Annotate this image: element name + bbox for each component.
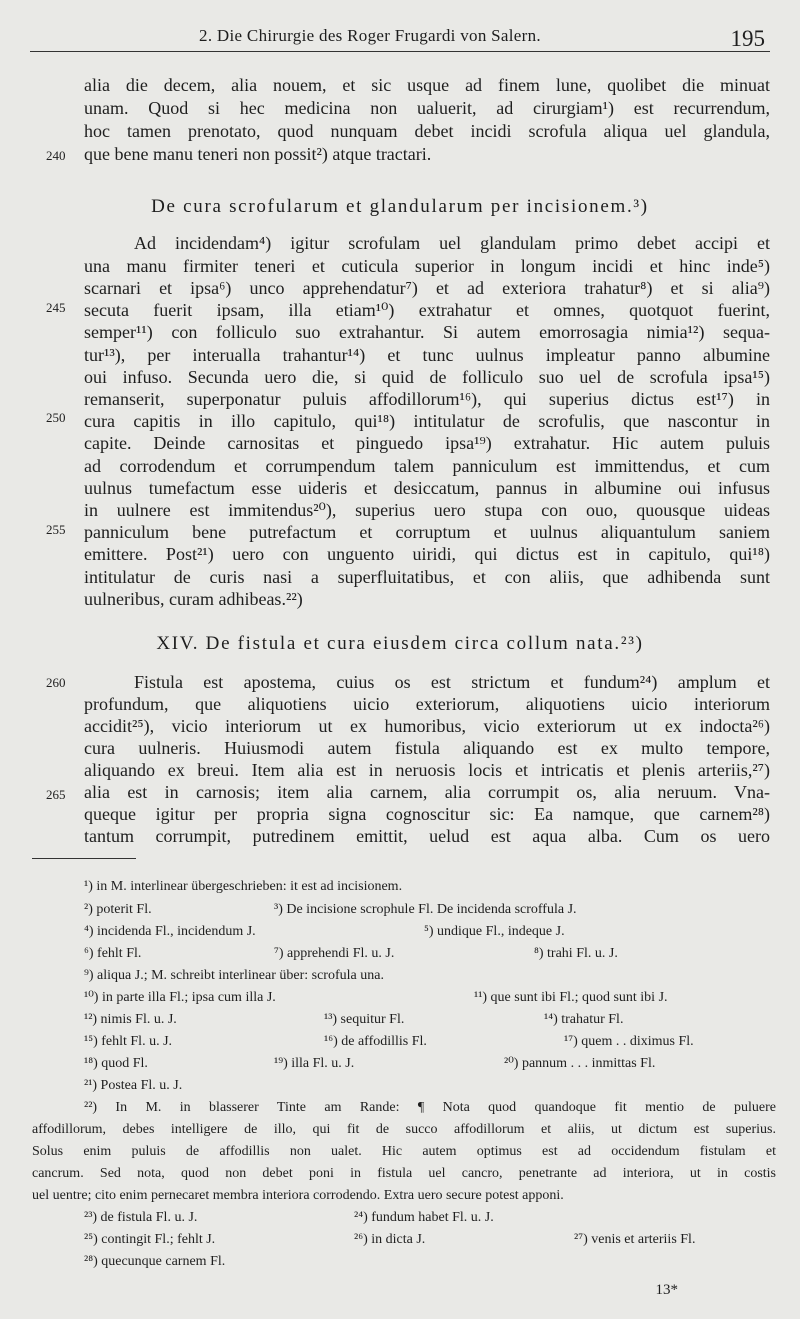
text-line: tur¹³), per interualla trahantur¹⁴) et tunc uulnus impleatur panno albumine [84,345,770,365]
footnote: ¹⁰) in parte illa Fl.; ipsa cum illa J. [84,990,276,1005]
footnote: ¹³) sequitur Fl. [324,1012,405,1027]
signature-mark: 13* [655,1282,678,1298]
text-line: emittere. Post²¹) uero con unguento uiridi, qui dictus est in capitulo, qui¹⁸) [84,544,770,564]
text-line: hoc tamen prenotato, quod nunquam debet incidi scrofula aliqua uel glandula, [84,121,770,141]
footnote: ¹⁹) illa Fl. u. J. [274,1056,355,1071]
text-line: una manu firmiter teneri et cuticula superior in longum incidi et hinc inde⁵) [84,256,770,276]
footnote: ¹¹) que sunt ibi Fl.; quod sunt ibi J. [474,990,668,1005]
footnote: ⁸) trahi Fl. u. J. [534,946,618,961]
line-number: 255 [46,522,66,537]
text-line: uulneribus, curam adhibeas.²²) [84,589,303,609]
text-line: scarnari et ipsa⁶) unco apprehendatur⁷) et ad exteriora trahatur⁸) et si alia⁹) [84,278,770,298]
running-header [30,24,770,54]
header-rule [30,51,770,52]
text-line: queque igitur per propria signa cognoscitur sic: Ea namque, que carnem²⁸) [84,804,770,824]
footnote: ²⁶) in dicta J. [354,1232,426,1247]
footnote: ¹⁸) quod Fl. [84,1056,148,1071]
line-number: 250 [46,410,66,425]
footnote: affodillorum, debes intelligere de illo, qui fit de succo affodillorum et aliis, ut dictum est superius. [32,1122,776,1137]
text-line: semper¹¹) con folliculo suo extrahantur. Si autem emorrosagia nimia¹²) sequa- [84,322,770,342]
footnote: ¹⁶) de affodillis Fl. [324,1034,427,1049]
footnote: ¹⁴) trahatur Fl. [544,1012,624,1027]
text-line: oui infuso. Secunda uero die, si quid de folliculo suo uel de scrofula ipsa¹⁵) [84,367,770,387]
footnote: ⁴) incidenda Fl., incidendum J. [84,924,256,939]
footnote: Solus enim puluis de affodillis non ualet. Hic autem optimus est ad occidendum fistulam et [32,1144,776,1159]
footnote: ¹⁷) quem . . diximus Fl. [564,1034,694,1049]
text-line: in uulnere est immitendus²⁰), superius uero stupa con ouo, quousque uideas [84,500,770,520]
footnote: ¹⁵) fehlt Fl. u. J. [84,1034,173,1049]
footnote: ²²) In M. in blasserer Tinte am Rande: ¶ Nota quod quandoque fit mentio de puluere [84,1100,776,1115]
footnote-rule [32,858,136,859]
footnote: ²⁵) contingit Fl.; fehlt J. [84,1232,216,1247]
text-line: capite. Deinde carnositas et pinguedo ipsa¹⁹) extrahatur. Hic autem puluis [84,433,770,453]
footnote: uel uentre; cito enim pernecaret membra interiora corrodendo. Extra uero secure potest apponi. [32,1188,564,1203]
footnote: ²) poterit Fl. [84,902,152,917]
text-line: profundum, que aliquotiens uicio exteriorum, aliquotiens uicio interiorum [84,694,770,714]
footnote: ¹²) nimis Fl. u. J. [84,1012,177,1027]
text-line: panniculum bene putrefactum et corruptum et uulnus aliquantulum saniem [84,522,770,542]
text-line: uulnus tumefactum esse uideris et desiccatum, pannus in albumine oui infusus [84,478,770,498]
text-line: alia est in carnosis; item alia carnem, alia corrumpit os, alia neruum. Vna- [84,782,770,802]
text-line: remanserit, superponatur puluis affodillorum¹⁶), qui superius dictus est¹⁷) in [84,389,770,409]
line-number: 260 [46,675,66,690]
text-line: aliquando ex breui. Item alia est in neruosis locis et intricatis et plenis arteriis,²⁷) [84,760,770,780]
section-heading: De cura scrofularum et glandularum per incisionem.³) [151,196,649,217]
footnote: ²⁴) fundum habet Fl. u. J. [354,1210,494,1225]
text-line: Ad incidendam⁴) igitur scrofulam uel glandulam primo debet accipi et [134,233,770,253]
footnote: cancrum. Sed nota, quod non debet poni in fistula uel cancro, penetrante ad interiora, ut in costis [32,1166,776,1181]
footnote: ⁶) fehlt Fl. [84,946,142,961]
footnote: ⁹) aliqua J.; M. schreibt interlinear über: scrofula una. [84,968,384,983]
footnote: ²⁸) quecunque carnem Fl. [84,1254,226,1269]
line-number: 245 [46,300,66,315]
text-line: cura uulneris. Huiusmodi autem fistula aliquando est ex multo tempore, [84,738,770,758]
text-line: Fistula est apostema, cuius os est strictum et fundum²⁴) amplum et [134,672,770,692]
running-title: 2. Die Chirurgie des Roger Frugardi von Salern. [199,26,541,45]
footnote: ²³) de fistula Fl. u. J. [84,1210,198,1225]
text-line: tantum corrumpit, putredinem emittit, uelud est aqua alba. Cum os uero [84,826,770,846]
footnote: ⁵) undique Fl., indeque J. [424,924,565,939]
page-number: 195 [730,26,765,51]
text-line: secuta fuerit ipsam, illa etiam¹⁰) extrahatur et omnes, quotquot fuerint, [84,300,770,320]
footnote: ²⁰) pannum . . . inmittas Fl. [504,1056,656,1071]
footnote: ²⁷) venis et arteriis Fl. [574,1232,696,1247]
line-number: 240 [46,148,66,163]
text-line: que bene manu teneri non possit²) atque tractari. [84,144,432,164]
text-line: alia die decem, alia nouem, et sic usque ad finem lune, quolibet die minuat [84,75,770,95]
section-heading: XIV. De fistula et cura eiusdem circa collum nata.²³) [156,633,644,654]
text-line: intitulatur de curis nasi a superfluitatibus, et con aliis, que adhibenda sunt [84,567,770,587]
line-number: 265 [46,787,66,802]
text-line: cura capitis in illo capitulo, qui¹⁸) intitulatur de scrofulis, que nascontur in [84,411,770,431]
footnote: ¹) in M. interlinear übergeschrieben: it est ad incisionem. [84,879,403,894]
text-line: accidit²⁵), vicio interiorum ut ex humoribus, vicio exteriorum ut ex indocta²⁶) [84,716,770,736]
text-line: unam. Quod si hec medicina non ualuerit, ad cirurgiam¹) est recurrendum, [84,98,770,118]
text-line: ad corrodendum et corrumpendum talem panniculum est immittendus, et cum [84,456,770,476]
footnote: ⁷) apprehendi Fl. u. J. [274,946,395,961]
footnote: ³) De incisione scrophule Fl. De incidenda scroffula J. [274,902,577,917]
footnote: ²¹) Postea Fl. u. J. [84,1078,183,1093]
